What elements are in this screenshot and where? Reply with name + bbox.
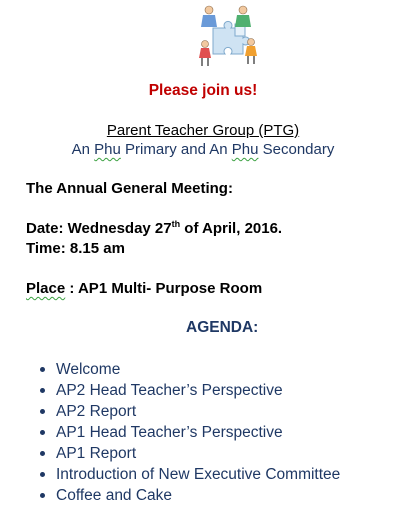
meeting-date	[26, 220, 282, 238]
bullet-icon	[40, 388, 45, 393]
date-prefix: Date: Wednesday 27	[26, 220, 172, 237]
people-puzzle-illustration	[193, 4, 265, 70]
agenda-list	[40, 361, 340, 508]
bullet-icon	[40, 409, 45, 414]
group-name	[0, 122, 406, 140]
school-name-phu: Phu	[94, 141, 121, 158]
school-name-phu: Phu	[231, 141, 259, 158]
agenda-item: AP2 Report	[40, 403, 340, 424]
group-name-text: Parent Teacher Group (PTG)	[106, 122, 300, 139]
school-word: Secondary	[262, 141, 335, 158]
agenda-heading: AGENDA:	[186, 319, 259, 336]
bullet-icon	[40, 430, 45, 435]
agenda-item: Coffee and Cake	[40, 487, 340, 508]
place-label: Place	[26, 280, 66, 297]
invite-heading: Please join us!	[148, 82, 258, 99]
meeting-time: Time: 8.15 am	[26, 240, 125, 257]
meeting-title: The Annual General Meeting:	[26, 180, 233, 197]
meeting-place	[26, 280, 262, 298]
date-ordinal: th	[171, 219, 181, 229]
date-suffix: of April, 2016.	[180, 220, 283, 237]
school-word: An	[71, 141, 90, 158]
bullet-icon	[40, 493, 45, 498]
schools-line	[0, 141, 406, 159]
agenda-item: AP1 Report	[40, 445, 340, 466]
school-word: Primary and An	[125, 141, 228, 158]
place-value: : AP1 Multi- Purpose Room	[65, 280, 263, 297]
bullet-icon	[40, 472, 45, 477]
agenda-item: Introduction of New Executive Committee	[40, 466, 340, 487]
bullet-icon	[40, 367, 45, 372]
bullet-icon	[40, 451, 45, 456]
agenda-item: AP2 Head Teacher’s Perspective	[40, 382, 340, 403]
agenda-item: AP1 Head Teacher’s Perspective	[40, 424, 340, 445]
agenda-item: Welcome	[40, 361, 340, 382]
